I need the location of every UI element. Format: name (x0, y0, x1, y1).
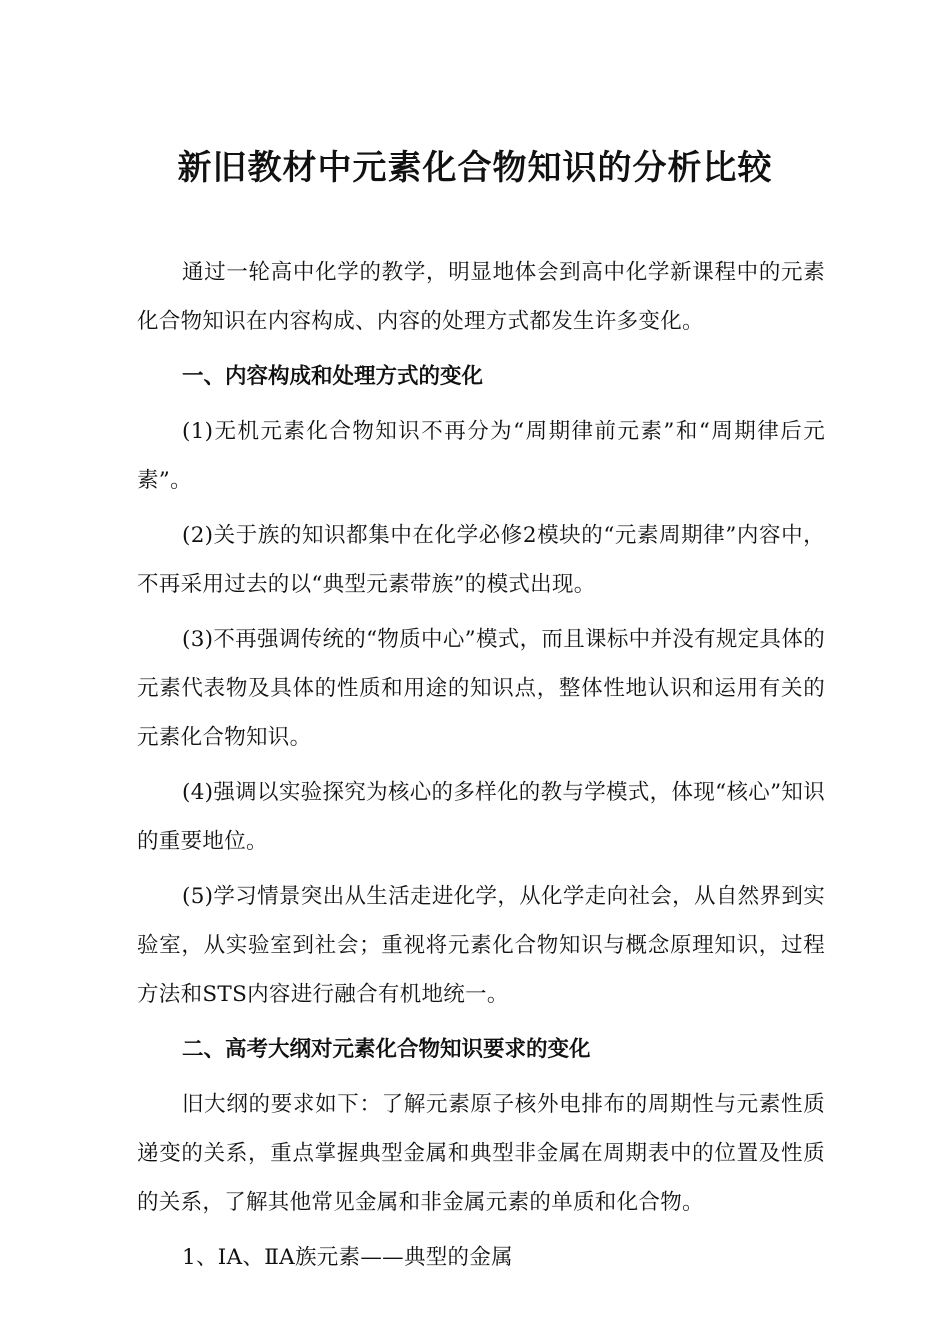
section-1-item-1: (1)无机元素化合物知识不再分为“周期律前元素”和“周期律后元素”。 (137, 419, 825, 493)
section-2-heading: 二、高考大纲对元素化合物知识要求的变化 (182, 1037, 591, 1062)
document-title: 新旧教材中元素化合物知识的分析比较 (177, 148, 773, 188)
section-1-heading: 一、内容构成和处理方式的变化 (182, 364, 484, 389)
section-1-item-2: (2)关于族的知识都集中在化学必修2模块的“元素周期律”内容中，不再采用过去的以“典型元素带族”的模式出现。 (137, 523, 825, 597)
section-2-item-1: 1、ⅠA、ⅡA族元素——典型的金属 (182, 1245, 513, 1270)
section-1-item-5: (5)学习情景突出从生活走进化学，从化学走向社会，从自然界到实验室，从实验室到社会；重视将元素化合物知识与概念原理知识，过程方法和STS内容进行融合有机地统一。 (137, 884, 825, 1007)
section-1-item-4: (4)强调以实验探究为核心的多样化的教与学模式，体现“核心”知识的重要地位。 (137, 780, 825, 854)
section-1-item-3: (3)不再强调传统的“物质中心”模式，而且课标中并没有规定具体的元素代表物及具体的性质和用途的知识点，整体性地认识和运用有关的元素化合物知识。 (137, 627, 825, 750)
document-body (137, 248, 825, 1282)
section-2-paragraph: 旧大纲的要求如下：了解元素原子核外电排布的周期性与元素性质递变的关系，重点掌握典型金属和典型非金属在周期表中的位置及性质的关系，了解其他常见金属和非金属元素的单质和化合物。 (137, 1092, 825, 1215)
intro-paragraph: 通过一轮高中化学的教学，明显地体会到高中化学新课程中的元素化合物知识在内容构成、内容的处理方式都发生许多变化。 (137, 260, 825, 334)
